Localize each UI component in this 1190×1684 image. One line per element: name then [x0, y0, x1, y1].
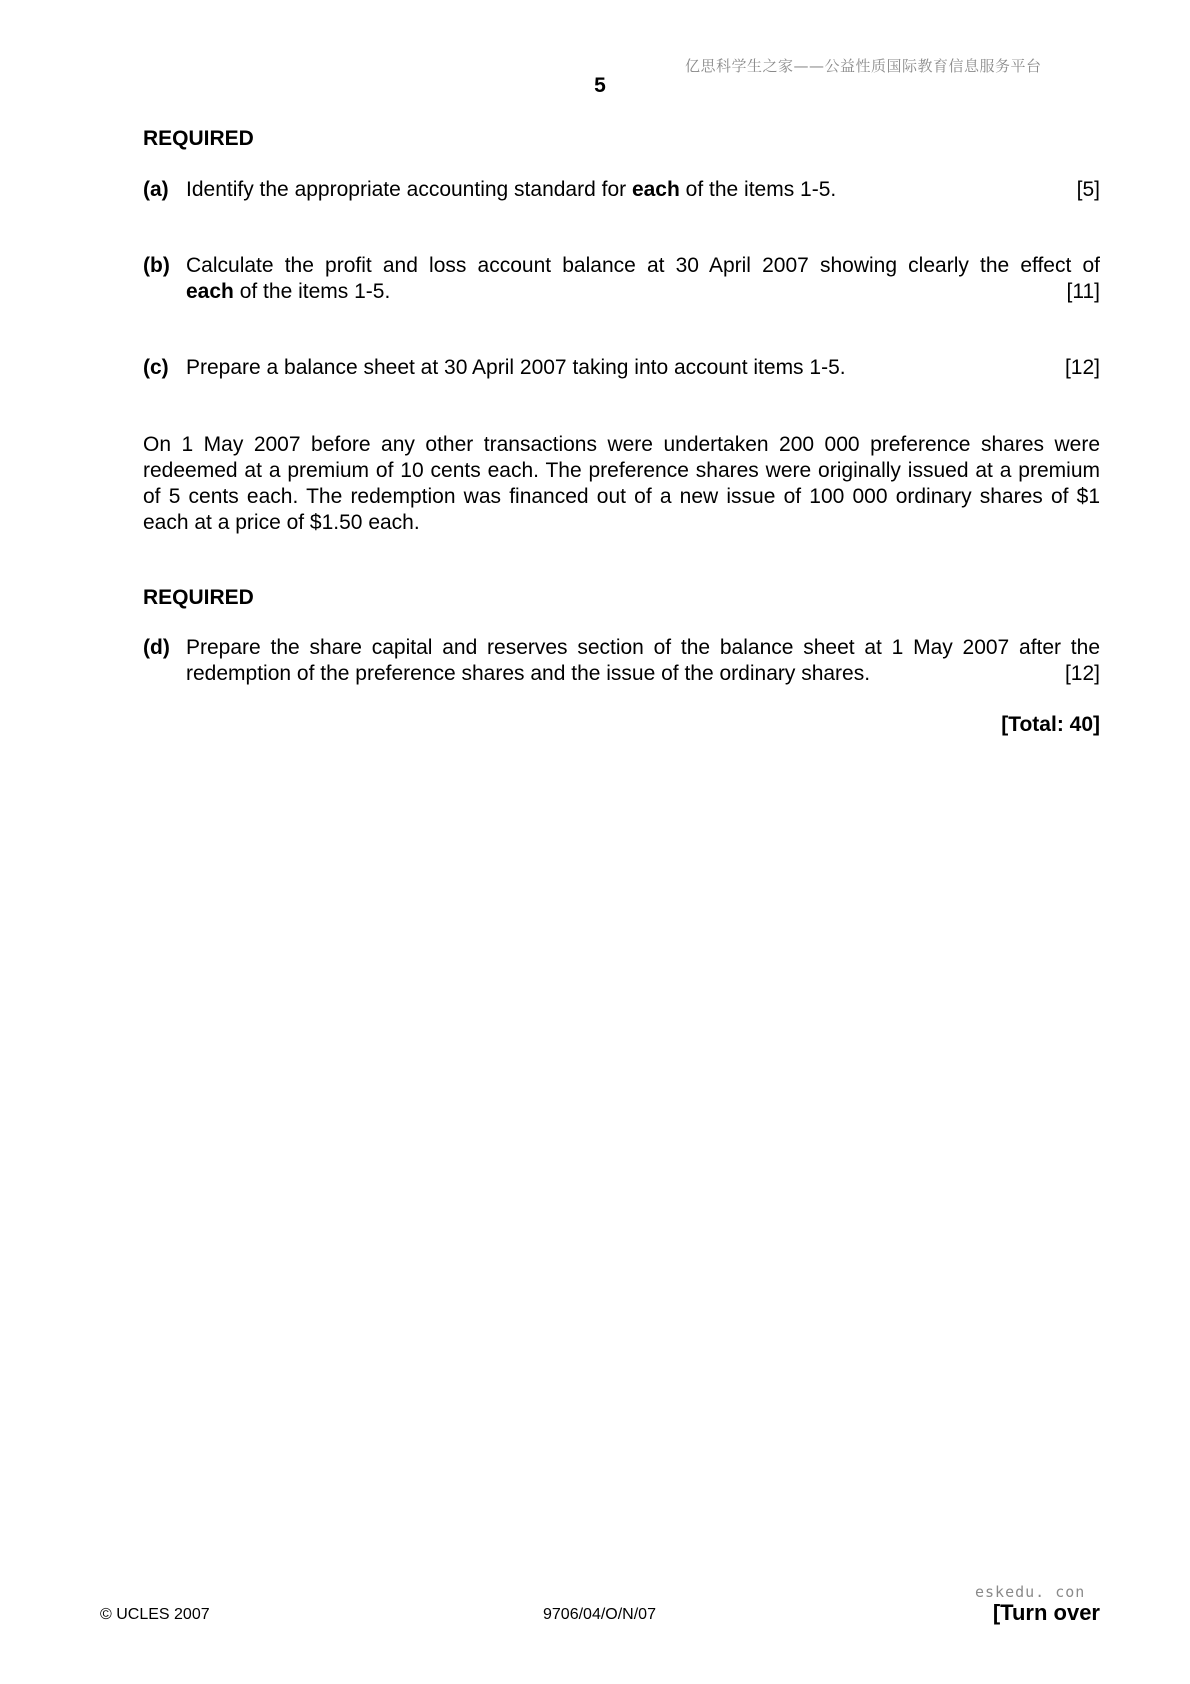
redemption-paragraph: On 1 May 2007 before any other transactions were undertaken 200 000 preference shares were redeemed at a premium of 10 cents each. The preference shares were originally issued at a premium of 5 cents each. The redemption was financed out of a new issue of 100 000 ordinary shares of $1 each at a price of $1.50 each.: [143, 433, 1100, 534]
question-c-text: Prepare a balance sheet at 30 April 2007 taking into account items 1-5.: [186, 356, 846, 379]
question-d-label: (d): [143, 636, 170, 659]
watermark-bottom: eskedu. con: [975, 1583, 1086, 1601]
question-b-mark: [11]: [1066, 280, 1100, 303]
question-d-line1: Prepare the share capital and reserves section of the balance sheet at 1 May 2007 after the: [186, 636, 1100, 659]
question-a: [143, 177, 1100, 203]
footer-paper-code: 9706/04/O/N/07: [543, 1606, 656, 1623]
question-a-mark: [5]: [1076, 178, 1100, 201]
question-c-mark: [12]: [1064, 356, 1100, 379]
question-d-line2: redemption of the preference shares and the issue of the ordinary shares.: [186, 662, 871, 685]
question-d-mark: [12]: [1064, 662, 1100, 685]
question-c-label: (c): [143, 356, 169, 379]
total-marks: [Total: 40]: [1001, 713, 1100, 736]
question-b: [143, 253, 1100, 305]
question-c: [143, 355, 1100, 381]
question-d: [143, 635, 1100, 687]
footer-copyright: © UCLES 2007: [100, 1606, 210, 1623]
question-a-label: (a): [143, 178, 169, 201]
footer-turn-over: [Turn over: [992, 1600, 1100, 1625]
question-a-text: Identify the appropriate accounting standard for each of the items 1-5.: [186, 178, 837, 201]
heading-required: REQUIRED: [143, 127, 254, 150]
watermark-top: 亿思科学生之家——公益性质国际教育信息服务平台: [685, 57, 1042, 75]
question-b-line2: each of the items 1-5.: [186, 280, 391, 303]
question-b-label: (b): [143, 254, 170, 277]
question-b-line1: Calculate the profit and loss account balance at 30 April 2007 showing clearly the effect of: [186, 254, 1100, 277]
page-number: 5: [594, 74, 606, 97]
heading-required-2: REQUIRED: [143, 586, 254, 609]
